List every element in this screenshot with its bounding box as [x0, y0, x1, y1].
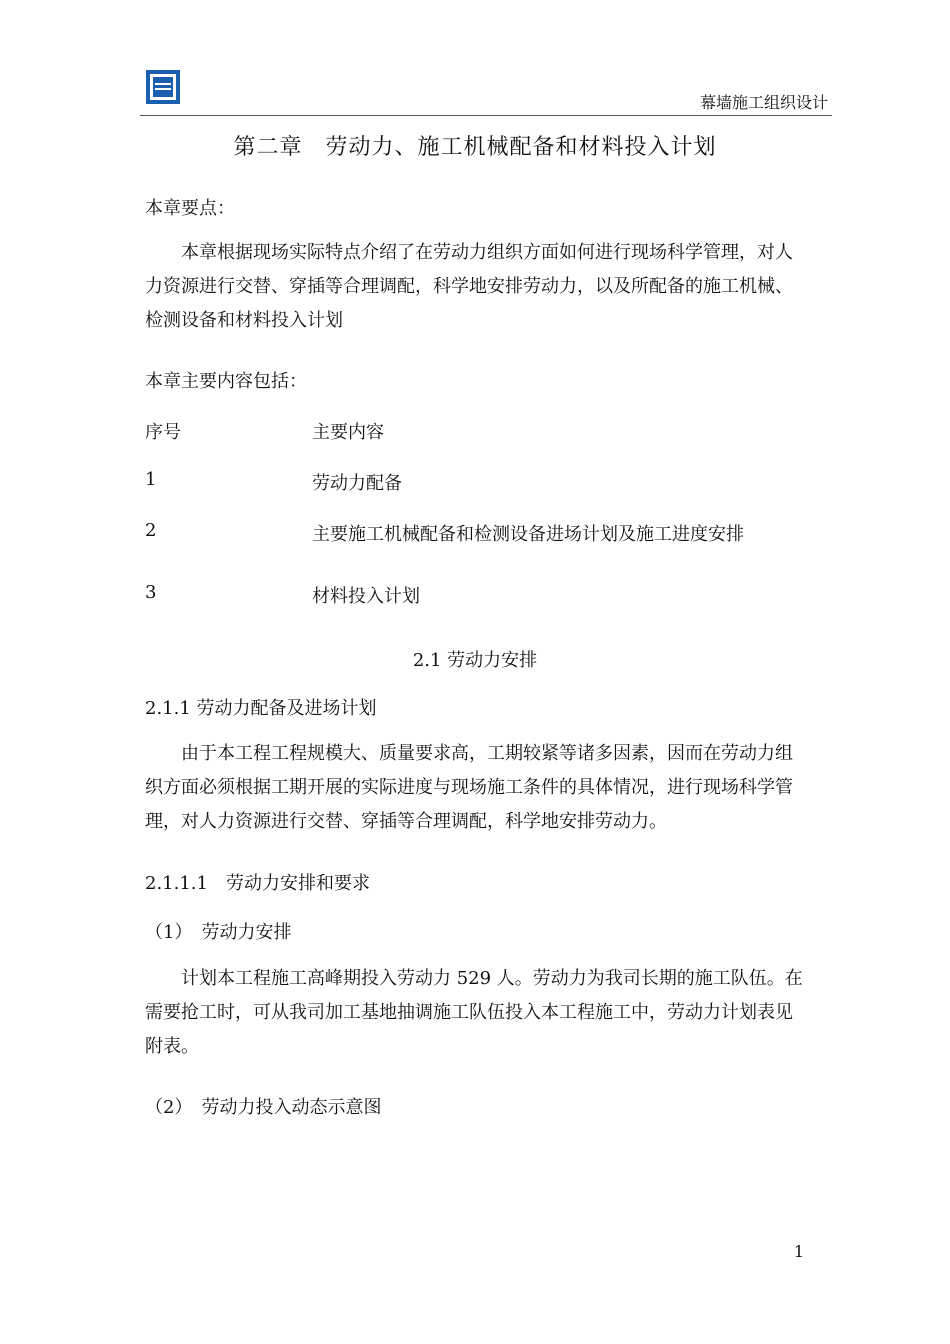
item-paragraph: 计划本工程施工高峰期投入劳动力 529 人。劳动力为我司长期的施工队伍。在需要抢工时，可从我司加工基地抽调施工队伍投入本工程施工中，劳动力计划表见附表。 — [145, 968, 803, 1057]
sub-subsection-title: 2.1.1.1 劳动力安排和要求 — [145, 873, 370, 894]
contents-row-no: 1 — [145, 469, 157, 490]
item-title: （2） 劳动力投入动态示意图 — [145, 1097, 382, 1118]
header-doc-title: 幕墙施工组织设计 — [699, 93, 828, 112]
chapter-title: 第二章 劳动力、施工机械配备和材料投入计划 — [233, 135, 717, 160]
contents-label: 本章主要内容包括： — [145, 371, 307, 392]
contents-row-text: 主要施工机械配备和检测设备进场计划及施工进度安排 — [312, 524, 744, 545]
contents-row-no: 2 — [145, 520, 157, 541]
contents-row-no: 3 — [145, 582, 157, 603]
contents-header-no: 序号 — [145, 422, 181, 443]
header-divider — [140, 115, 832, 116]
item-title: （1） 劳动力安排 — [145, 922, 292, 943]
contents-header-content: 主要内容 — [312, 422, 384, 443]
company-logo — [146, 70, 180, 104]
section-title: 2.1 劳动力安排 — [412, 650, 538, 671]
subsection-paragraph: 由于本工程工程规模大、质量要求高，工期较紧等诸多因素，因而在劳动力组织方面必须根据工期开展的实际进度与现场施工条件的具体情况，进行现场科学管理，对人力资源进行交替、穿插等合理调配，科学地安排劳动力。 — [145, 743, 793, 832]
subsection-title: 2.1.1 劳动力配备及进场计划 — [145, 698, 377, 719]
contents-row-text: 劳动力配备 — [312, 473, 402, 494]
summary-label: 本章要点： — [145, 198, 235, 219]
page-number: 1 — [793, 1242, 804, 1261]
contents-row-text: 材料投入计划 — [312, 586, 420, 607]
summary-paragraph: 本章根据现场实际特点介绍了在劳动力组织方面如何进行现场科学管理，对人力资源进行交替、穿插等合理调配，科学地安排劳动力，以及所配备的施工机械、检测设备和材料投入计划 — [145, 242, 793, 331]
